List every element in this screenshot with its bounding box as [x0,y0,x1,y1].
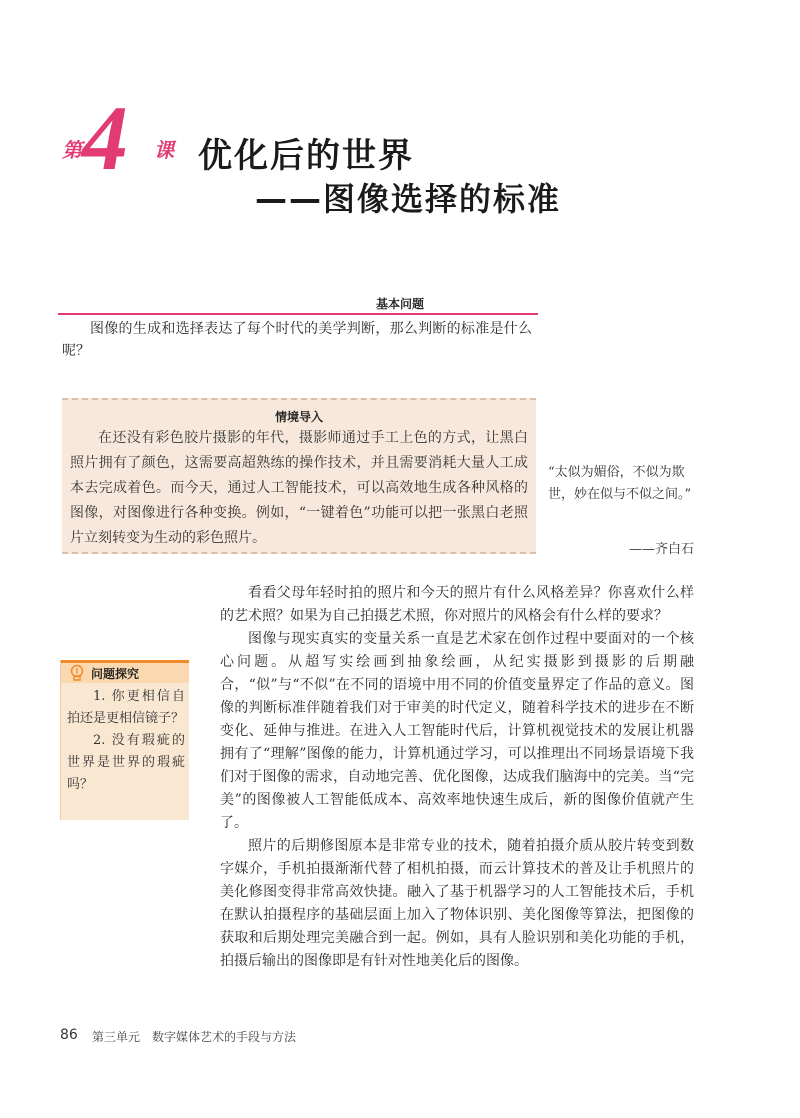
main-body [220,582,694,973]
quote-text: “太似为媚俗，不似为欺世，妙在似与不似之间。” [548,465,692,502]
scenario-box [62,398,536,554]
lesson-number: 4 [82,87,128,189]
explore-questions [67,686,185,796]
basic-question-heading: 基本问题 [375,297,424,311]
page-subtitle: ——图像选择的标准 [255,180,562,218]
lesson-badge [60,87,190,189]
page-number: 86 [60,1027,78,1043]
basic-question-text: 图像的生成和选择表达了每个时代的美学判断，那么判断的标准是什么呢？ [62,321,532,359]
quote-author: ——齐白石 [628,542,694,557]
explore-heading: 问题探究 [91,667,140,681]
body-paragraph: 看看父母年轻时拍的照片和今天的照片有什么风格差异？你喜欢什么样的艺术照？如果为自己拍摄艺术照，你对照片的风格会有什么样的要求？ [220,585,694,624]
body-paragraph: 照片的后期修图原本是非常专业的技术，随着拍摄介质从胶片转变到数字媒介，手机拍摄渐渐代替了相机拍摄，而云计算技术的普及让手机照片的美化修图变得非常高效快捷。融入了基于机器学习的人工智能技术后，手机在默认拍摄程序的基础层面上加入了物体识别、美化图像等算法，把图像的获取和后期处理完美融合到一起。例如，具有人脸识别和美化功能的手机，拍摄后输出的图像即是有针对性地美化后的图像。 [220,838,694,969]
explore-question: 1. 你更相信自拍还是更相信镜子？ [67,689,185,726]
explore-header [61,660,189,683]
page-title: 优化后的世界 [198,136,414,176]
lesson-prefix: 第 [62,138,82,162]
scenario-heading: 情境导入 [274,410,323,424]
scenario-text: 在还没有彩色胶片摄影的年代，摄影师通过手工上色的方式，让黑白照片拥有了颜色，这需要高超熟练的操作技术，并且需要消耗大量人工成本去完成着色。而今天，通过人工智能技术，可以高效地生成各种风格的图像，对图像进行各种变换。例如，“一键着色”功能可以把一张黑白老照片立刻转变为生动的彩色照片。 [70,430,528,546]
body-paragraph: 图像与现实真实的变量关系一直是艺术家在创作过程中要面对的一个核心问题。从超写实绘画到抽象绘画，从纪实摄影到摄影的后期融合，“似”与“不似”在不同的语境中用不同的价值变量界定了作品的意义。图像的判断标准伴随着我们对于审美的时代定义，随着科学技术的进步在不断变化、延伸与推进。在进入人工智能时代后，计算机视觉技术的发展让机器拥有了“理解”图像的能力，计算机通过学习，可以推理出不同场景语境下我们对于图像的需求，自动地完善、优化图像，达成我们脑海中的完美。当“完美”的图像被人工智能低成本、高效率地快速生成后，新的图像价值就产生了。 [220,631,694,831]
lightbulb-icon [69,664,85,682]
lesson-suffix: 课 [154,138,174,162]
explore-box [60,660,189,820]
basic-question-divider [58,313,538,315]
explore-question: 2. 没有瑕疵的世界是世界的瑕疵吗？ [67,733,185,792]
footer-unit-title: 第三单元 数字媒体艺术的手段与方法 [92,1030,297,1044]
